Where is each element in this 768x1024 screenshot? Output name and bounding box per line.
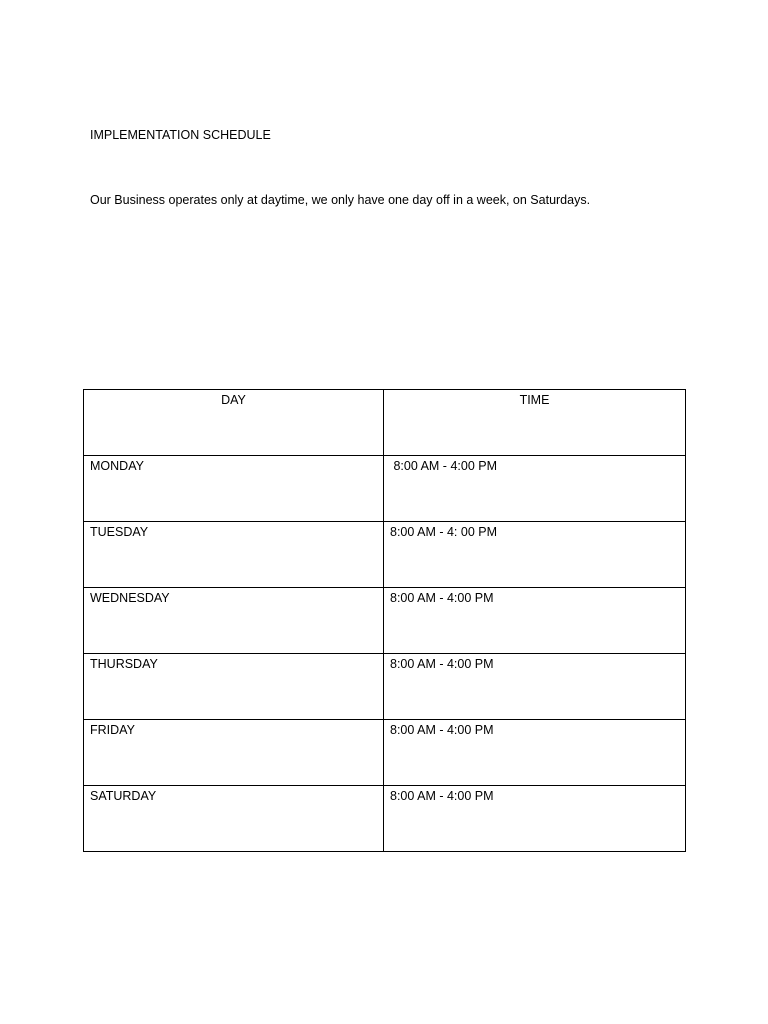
table-header-row (84, 390, 686, 456)
header-time-label: TIME (519, 393, 550, 407)
time-label: 8:00 AM - 4:00 PM (390, 459, 497, 473)
time-cell (384, 720, 686, 786)
schedule-table (83, 389, 686, 852)
time-label: 8:00 AM - 4:00 PM (390, 789, 494, 803)
table-row (84, 456, 686, 522)
time-cell (384, 588, 686, 654)
day-label: MONDAY (90, 459, 144, 473)
day-cell (84, 786, 384, 852)
time-cell (384, 786, 686, 852)
header-time (384, 390, 686, 456)
intro-paragraph: Our Business operates only at daytime, we only have one day off in a week, on Saturdays. (90, 193, 591, 207)
day-cell (84, 654, 384, 720)
day-cell (84, 720, 384, 786)
day-label: WEDNESDAY (90, 591, 170, 605)
day-label: FRIDAY (90, 723, 135, 737)
page-title: IMPLEMENTATION SCHEDULE (90, 128, 271, 142)
table-row (84, 654, 686, 720)
time-cell (384, 456, 686, 522)
day-cell (84, 456, 384, 522)
day-cell (84, 522, 384, 588)
time-label: 8:00 AM - 4: 00 PM (390, 525, 497, 539)
day-label: TUESDAY (90, 525, 149, 539)
table-row (84, 588, 686, 654)
day-label: THURSDAY (90, 657, 158, 671)
day-cell (84, 588, 384, 654)
time-cell (384, 654, 686, 720)
time-label: 8:00 AM - 4:00 PM (390, 591, 494, 605)
time-label: 8:00 AM - 4:00 PM (390, 657, 494, 671)
table-row (84, 522, 686, 588)
header-day-label: DAY (221, 393, 246, 407)
table-row (84, 720, 686, 786)
time-cell (384, 522, 686, 588)
table-row (84, 786, 686, 852)
day-label: SATURDAY (90, 789, 157, 803)
time-label: 8:00 AM - 4:00 PM (390, 723, 494, 737)
header-day (84, 390, 384, 456)
